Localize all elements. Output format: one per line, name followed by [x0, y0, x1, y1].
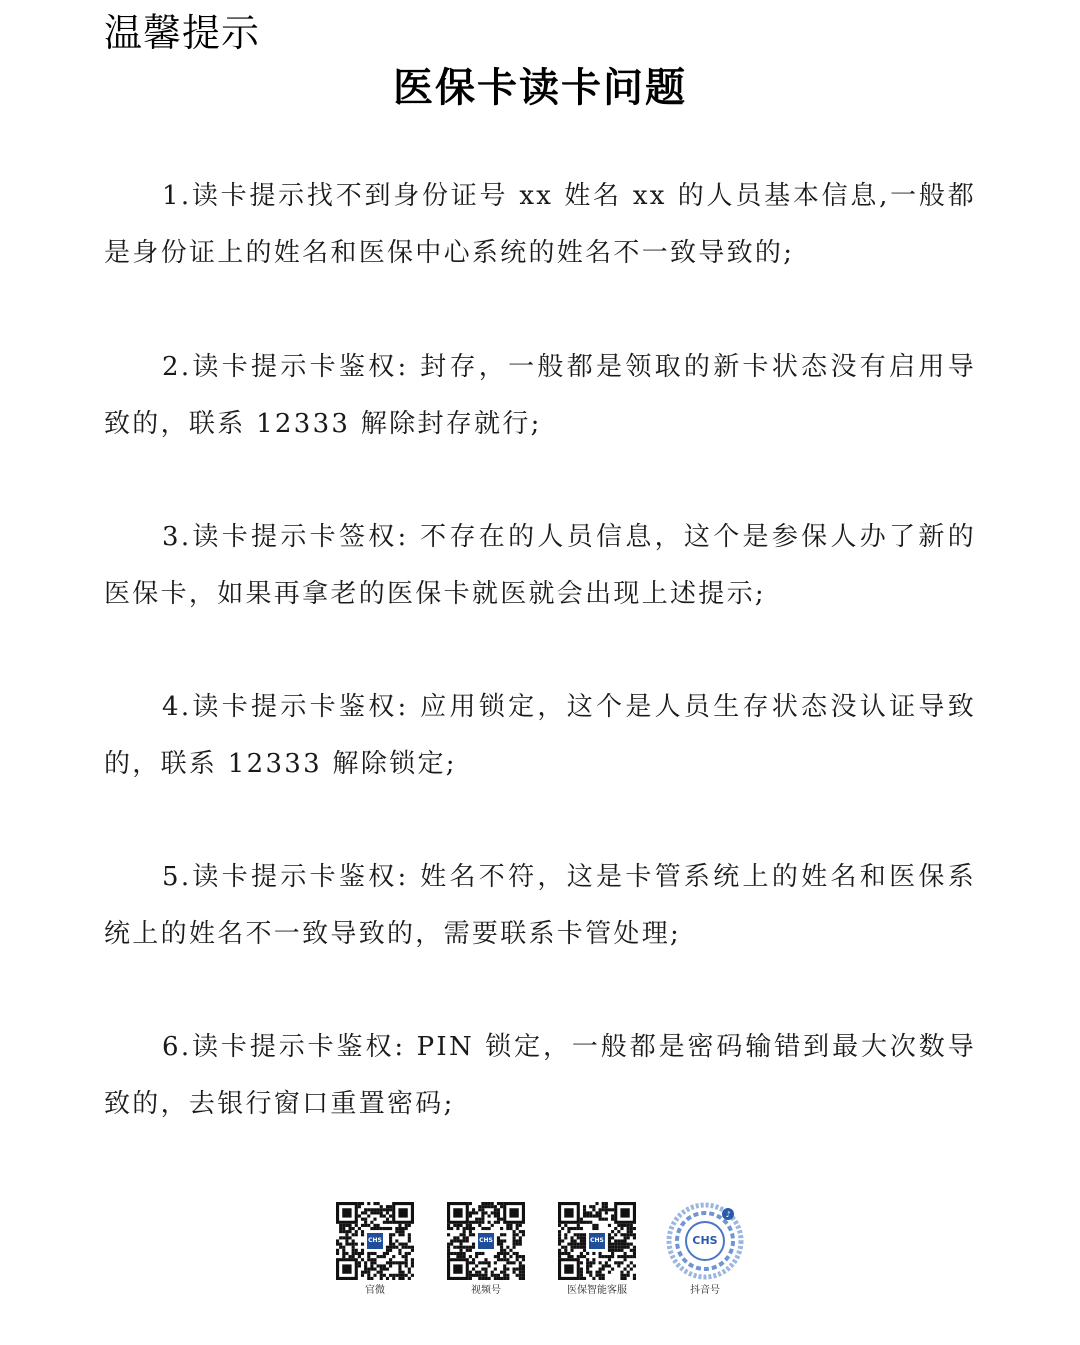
qr-code-icon — [558, 1202, 636, 1280]
list-item — [104, 679, 976, 793]
qr-card-official-wechat[interactable] — [320, 1202, 430, 1298]
notice-label: 温馨提示 — [104, 11, 261, 55]
list-item-text: 1.读卡提示找不到身份证号 xx 姓名 xx 的人员基本信息,一般都是身份证上的姓名和医保中心系统的姓名不一致导致的; — [104, 181, 976, 268]
qr-caption: 官微 — [365, 1285, 385, 1296]
qr-caption: 抖音号 — [690, 1285, 720, 1296]
qr-code-icon — [336, 1202, 414, 1280]
qr-card-douyin[interactable] — [650, 1202, 760, 1298]
list-item — [104, 1019, 976, 1133]
douyin-code-icon — [666, 1202, 744, 1280]
list-item-text: 3.读卡提示卡签权: 不存在的人员信息，这个是参保人办了新的医保卡，如果再拿老的医保卡就医就会出现上述提示; — [104, 522, 976, 609]
qr-code-row — [320, 1202, 760, 1312]
qr-code-icon — [447, 1202, 525, 1280]
qr-caption: 医保智能客服 — [567, 1285, 627, 1296]
qr-card-video-channel[interactable] — [431, 1202, 541, 1298]
chs-logo-badge: CHS — [587, 1231, 607, 1251]
chs-logo-badge: CHS — [365, 1231, 385, 1251]
list-item-text: 4.读卡提示卡鉴权: 应用锁定，这个是人员生存状态没认证导致的，联系 12333 解除锁定; — [104, 692, 976, 779]
douyin-center-badge: CHS — [685, 1221, 725, 1261]
chs-logo-badge: CHS — [476, 1231, 496, 1251]
qr-card-smart-service[interactable] — [542, 1202, 652, 1298]
list-item — [104, 168, 976, 282]
list-item-text: 6.读卡提示卡鉴权: PIN 锁定，一般都是密码输错到最大次数导致的，去银行窗口重置密码; — [104, 1032, 976, 1119]
list-item-text: 5.读卡提示卡鉴权: 姓名不符，这是卡管系统上的姓名和医保系统上的姓名不一致导致的，需要联系卡管处理; — [104, 862, 976, 949]
list-item — [104, 339, 976, 453]
page-title: 医保卡读卡问题 — [393, 64, 687, 111]
list-item — [104, 509, 976, 623]
list-item — [104, 849, 976, 963]
list-item-text: 2.读卡提示卡鉴权: 封存，一般都是领取的新卡状态没有启用导致的，联系 12333 解除封存就行; — [104, 352, 976, 439]
svg-text:♪: ♪ — [725, 1210, 731, 1219]
qr-caption: 视频号 — [471, 1285, 501, 1296]
